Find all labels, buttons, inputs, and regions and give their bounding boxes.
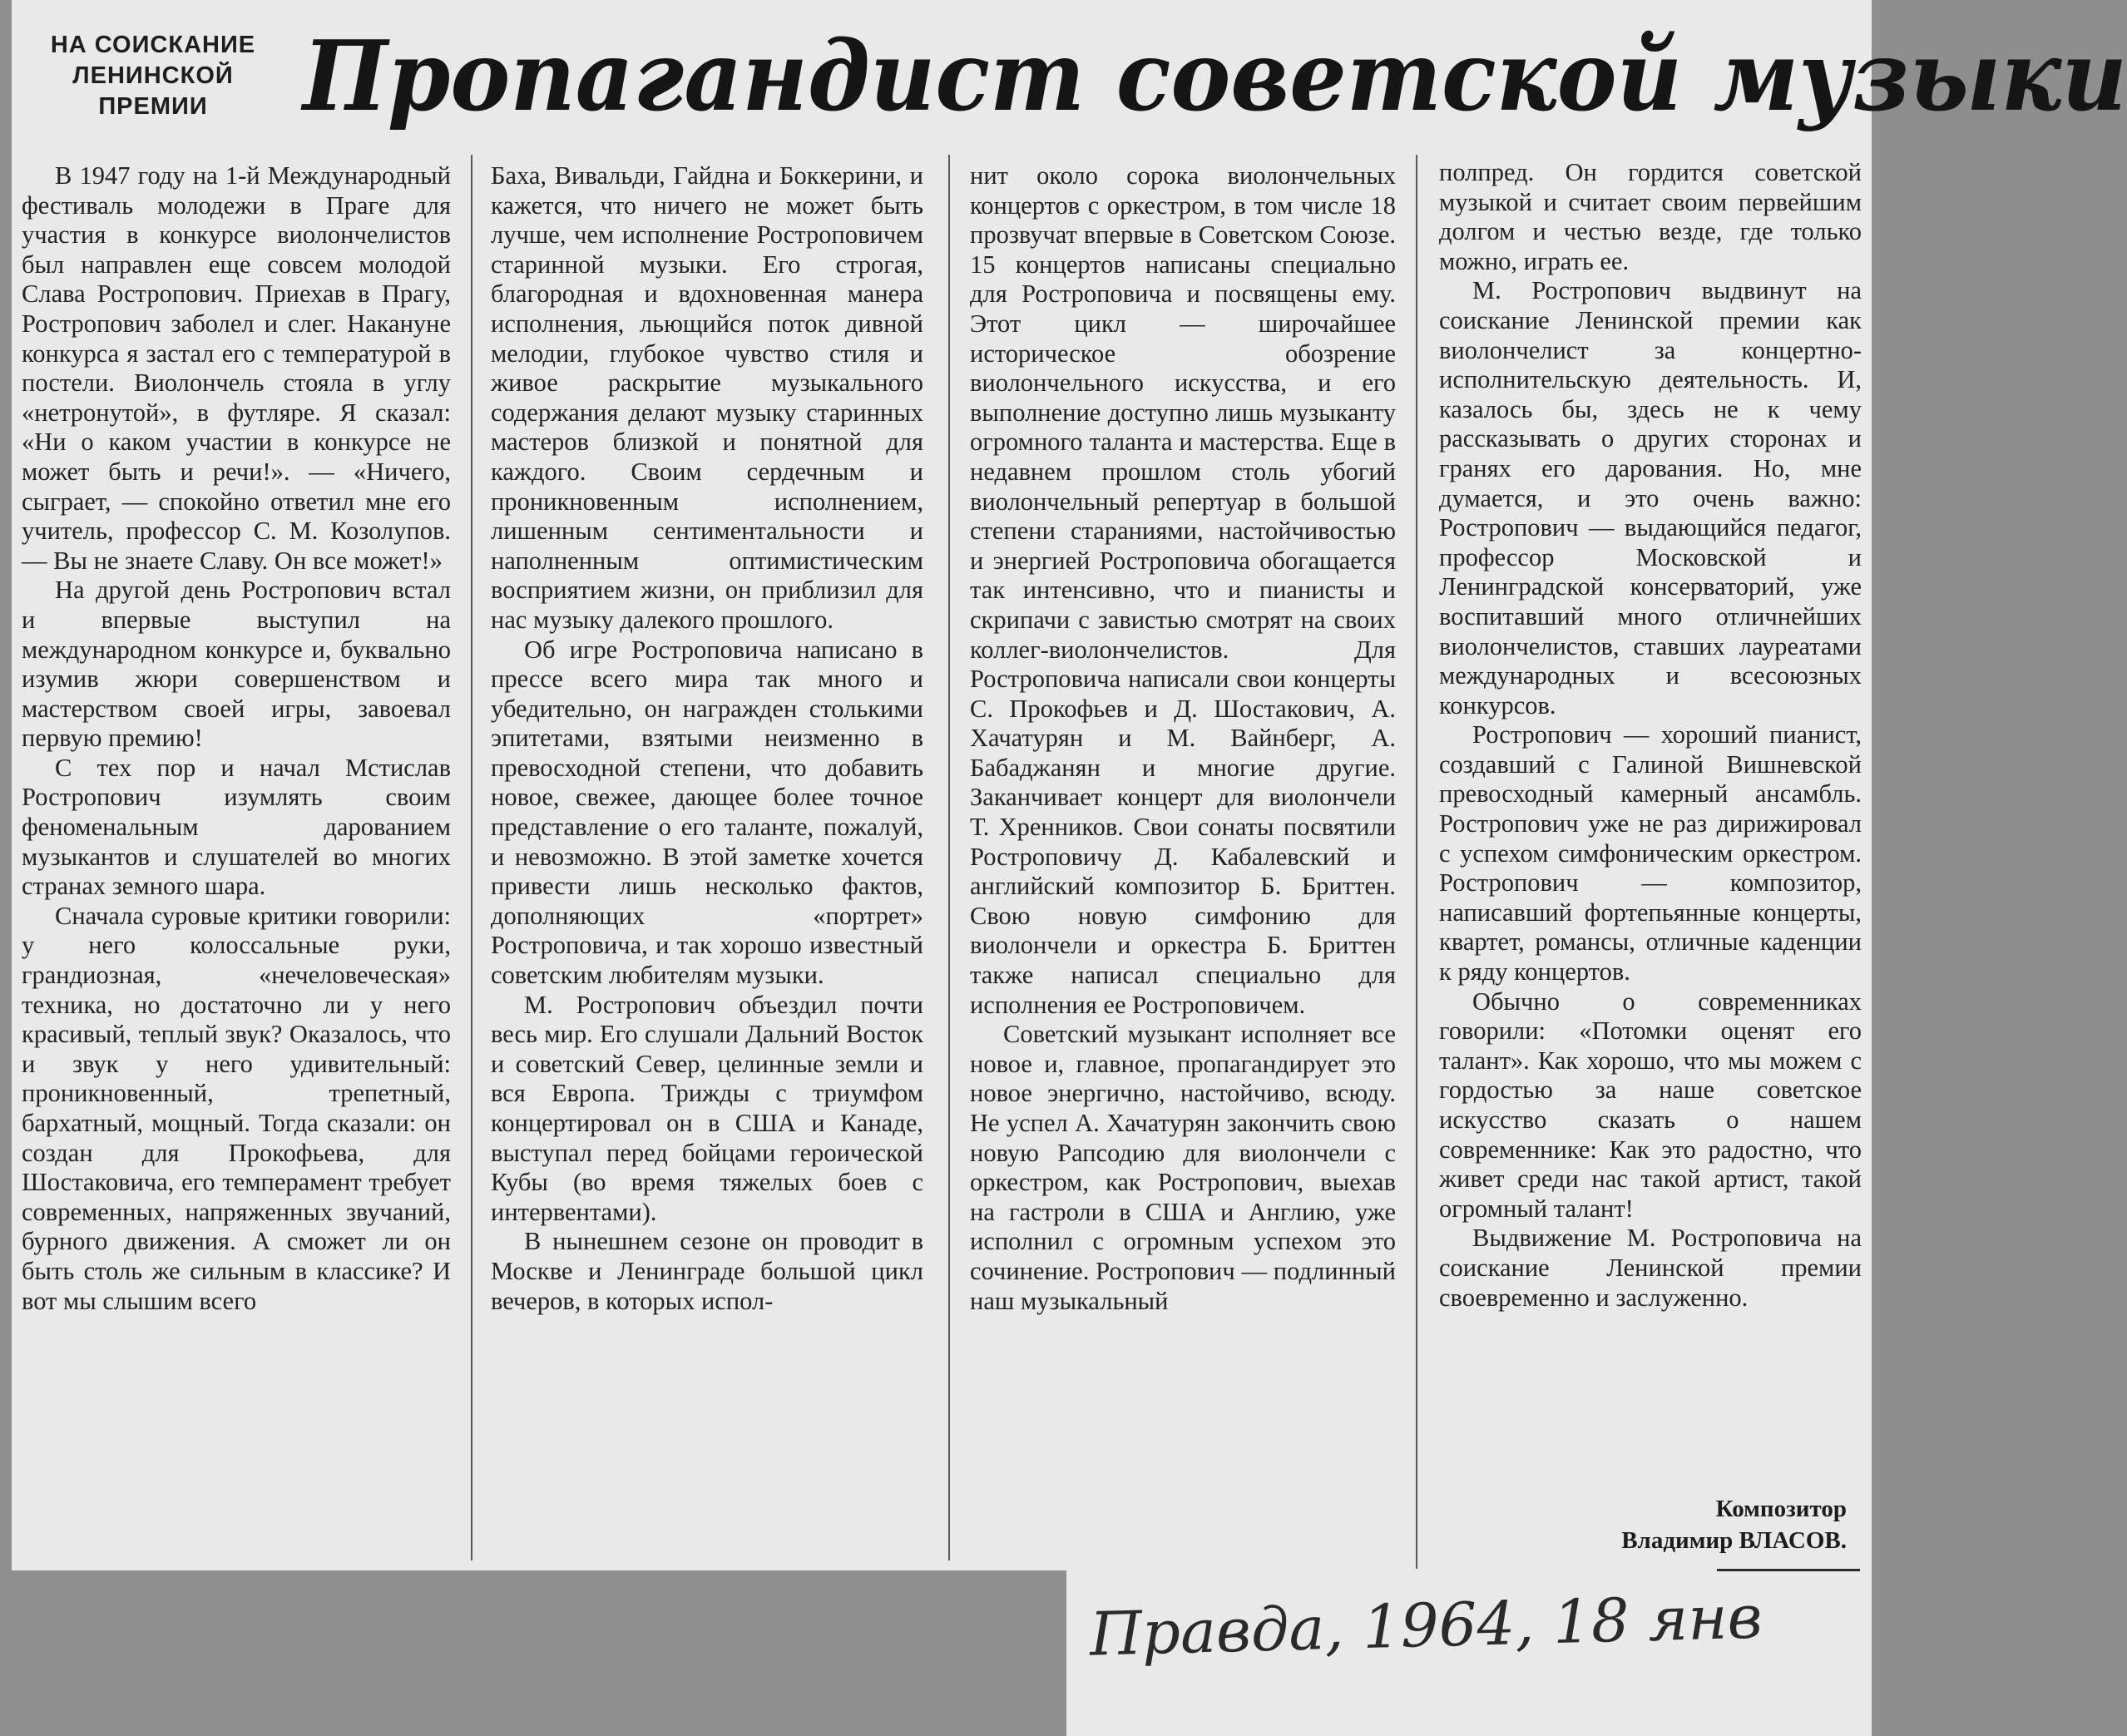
column-divider — [471, 155, 472, 1560]
author-role: Композитор — [1715, 1496, 1847, 1522]
paragraph: М. Ростропович выдвинут на соискание Ленинской премии как виолончелист за концертно-исполнительскую деятельность. И, казалось бы, здесь не к чему рассказывать о других сторонах и гранях его дарования. Но, мне думается, и это очень важно: Ростропович — выдающийся педагог, профессор Московской и Ленинградской консерваторий, уже воспитавший много отличнейших виолончелистов, ставших лауреатами международных и всесоюзных конкурсов. — [1439, 276, 1862, 720]
paragraph: Об игре Ростроповича написано в прессе всего мира так много и убедительно, он награжден столькими эпитетами, взятыми неизменно в превосходной степени, что добавить новое, свежее, дающее более точное представление о его таланте, пожалуй, и невозможно. В этой заметке хочется привести лишь несколько фактов, дополняющих «портрет» Ростроповича, и так хорошо известный советским любителям музыки. — [491, 635, 923, 990]
column-divider — [1416, 155, 1417, 1569]
paragraph: нит около сорока виолончельных концертов с оркестром, в том числе 18 прозвучат впервые в Советском Союзе. 15 концертов написаны специально для Ростроповича и посвящены ему. Этот цикл — широчайшее историческое обозрение виолончельного искусства, и его выполнение доступно лишь музыканту огромного таланта и мастерства. Еще в недавнем прошлом столь убогий виолончельный репертуар в большой степени стараниями, настойчивостью и энергией Ростроповича обогащается так интенсивно, что и пианисты и скрипачи с завистью смотрят на своих коллег-виолончелистов. Для Ростроповича написали свои концерты С. Прокофьев и Д. Шостакович, А. Хачатурян и М. Вайнберг, А. Бабаджанян и многие другие. Заканчивает концерт для виолончели Т. Хренников. Свои сонаты посвятили Ростроповичу Д. Кабалевский и английский композитор Б. Бриттен. Свою новую симфонию для виолончели и оркестра Б. Бриттен также написал специально для исполнения ее Ростроповичем. — [970, 161, 1396, 1019]
paragraph: Ростропович — хороший пианист, создавший с Галиной Вишневской превосходный камерный ансамбль. Ростропович уже не раз дирижировал с успехом симфоническим оркестром. Ростропович — композитор, написавший фортепьянные концерты, квартет, романсы, отличные каденции к ряду концертов. — [1439, 720, 1862, 987]
article-headline: Пропагандист советской музыки — [303, 20, 2127, 133]
column-divider — [948, 155, 950, 1560]
article-column-2 — [491, 161, 923, 1575]
paragraph: М. Ростропович объездил почти весь мир. Его слушали Дальний Восток и советский Север, целинные земли и вся Европа. Трижды с триумфом концертировал он в США и Канаде, выступал перед бойцами героической Кубы (во время тяжелых боев с интервентами). — [491, 990, 923, 1226]
background-strip — [0, 0, 12, 1736]
paragraph: На другой день Ростропович встал и впервые выступил на международном конкурсе и, буквально изумив жюри совершенством и мастерством своей игры, завоевал первую премию! — [22, 576, 451, 753]
handwritten-source-note: Правда, 1964, 18 янв — [1089, 1581, 1763, 1669]
paragraph: Обычно о современниках говорили: «Потомки оценят его талант». Как хорошо, что мы можем с гордостью за наше советское искусство сказать о нашем современнике: Как это радостно, что живет среди нас такой артист, такой огромный талант! — [1439, 987, 1862, 1223]
background-cutout — [0, 1570, 1066, 1736]
paragraph: полпред. Он гордится советской музыкой и считает своим первейшим долгом и честью везде, где только можно, играть ее. — [1439, 158, 1862, 275]
paragraph: В 1947 году на 1-й Международный фестиваль молодежи в Праге для участия в конкурсе виолончелистов был направлен еще совсем молодой Слава Ростропович. Приехав в Прагу, Ростропович заболел и слег. Накануне конкурса я застал его с температурой в постели. Виолончель стояла в углу «нетронутой», в футляре. Я сказал: «Ни о каком участии в конкурсе не может быть и речи!». — «Ничего, сыграет, — спокойно ответил мне его учитель, профессор С. М. Козолупов. — Вы не знаете Славу. Он все может!» — [22, 161, 451, 575]
rubric-line-3: ПРЕМИИ — [98, 93, 208, 120]
rubric-line-1: НА СОИСКАНИЕ — [50, 32, 256, 58]
article-column-1 — [22, 161, 451, 1575]
paragraph: С тех пор и начал Мстислав Ростропович изумлять своим феноменальным дарованием музыкантов и слушателей во многих странах земного шара. — [22, 753, 451, 901]
paragraph: Сначала суровые критики говорили: у него колоссальные руки, грандиозная, «нечеловеческая» техника, но достаточно ли у него красивый, теплый звук? Оказалось, что и звук у него удивительный: проникновенный, трепетный, бархатный, мощный. Тогда сказали: он создан для Прокофьева, для Шостаковича, его темперамент требует современных, напряженных звучаний, бурного движения. А сможет ли он быть столь же сильным в классике? И вот мы слышим всего — [22, 901, 451, 1315]
paragraph: Советский музыкант исполняет все новое и, главное, пропагандирует это новое энергично, настойчиво, всюду. Не успел А. Хачатурян закончить свою новую Рапсодию для виолончели с оркестром, как Ростропович, выехав на гастроли в США и Англию, уже исполнил с огромным успехом это сочинение. Ростропович — подлинный наш музыкальный — [970, 1020, 1396, 1315]
paragraph: Выдвижение М. Ростроповича на соискание Ленинской премии своевременно и заслуженно. — [1439, 1224, 1862, 1312]
paragraph: Баха, Вивальди, Гайдна и Боккерини, и кажется, что ничего не может быть лучше, чем исполнение Ростроповичем старинной музыки. Его строгая, благородная и вдохновенная манера исполнения, льющийся поток дивной мелодии, глубокое чувство стиля и живое раскрытие музыкального содержания делают музыку старинных мастеров близкой и понятной для каждого. Своим сердечным и проникновенным исполнением, лишенным сентиментальности и наполненным оптимистическим восприятием жизни, он приблизил для нас музыку далекого прошлого. — [491, 161, 923, 634]
article-column-3 — [970, 161, 1396, 1567]
author-name: Владимир ВЛАСОВ. — [1621, 1527, 1847, 1554]
article-column-4 — [1439, 158, 1862, 1572]
signature-underline — [1717, 1569, 1860, 1571]
paragraph: В нынешнем сезоне он проводит в Москве и Ленинграде большой цикл вечеров, в которых испол- — [491, 1227, 923, 1315]
rubric — [28, 30, 278, 122]
rubric-line-2: ЛЕНИНСКОЙ — [72, 62, 234, 89]
